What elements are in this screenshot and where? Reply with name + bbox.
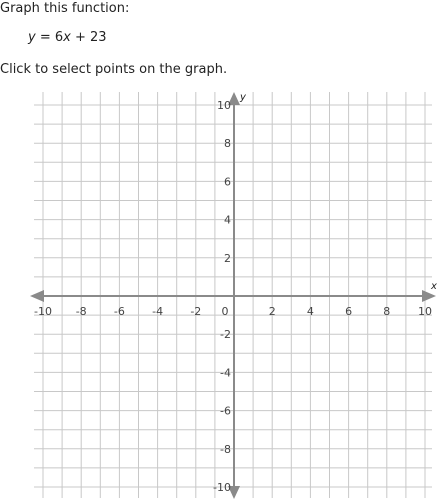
y-tick-label: 10 — [217, 99, 231, 112]
y-tick-label: -6 — [220, 404, 231, 418]
question-prompt: Graph this function: — [0, 1, 130, 16]
axes — [30, 92, 436, 499]
y-tick-label: 8 — [224, 137, 231, 151]
y-tick-label: -10 — [213, 481, 231, 494]
x-tick-label: -8 — [75, 305, 87, 318]
y-tick-label: -8 — [220, 442, 231, 456]
function-equation — [28, 29, 107, 47]
x-tick-label: 8 — [383, 305, 391, 318]
graph-instruction: Click to select points on the graph. — [0, 62, 228, 77]
coordinate-graph[interactable] — [0, 90, 439, 500]
y-tick-label: 6 — [224, 175, 231, 189]
y-tick-label: -4 — [220, 366, 231, 380]
x-tick-label: -6 — [113, 305, 125, 318]
x-tick-label: 0 — [221, 305, 229, 318]
equation-x-variable: x — [63, 30, 71, 45]
x-axis-label: x — [431, 281, 437, 292]
equation-constant: + 23 — [70, 30, 107, 45]
equation-equals-coefficient: = 6 — [35, 30, 64, 45]
equation-y-variable: y — [28, 30, 36, 45]
x-tick-label: -2 — [190, 305, 202, 318]
x-tick-label: 10 — [418, 305, 432, 318]
x-tick-label: -4 — [152, 305, 164, 318]
x-axis-left-arrow — [30, 290, 44, 302]
x-tick-label: 2 — [268, 305, 276, 318]
y-tick-label: -2 — [220, 328, 231, 342]
x-tick-label: -10 — [34, 305, 52, 318]
y-tick-label: 4 — [224, 213, 231, 227]
x-tick-label: 4 — [306, 305, 314, 318]
x-tick-label: 6 — [345, 305, 353, 318]
y-axis-label: y — [240, 92, 246, 103]
y-tick-label: 2 — [224, 251, 231, 265]
